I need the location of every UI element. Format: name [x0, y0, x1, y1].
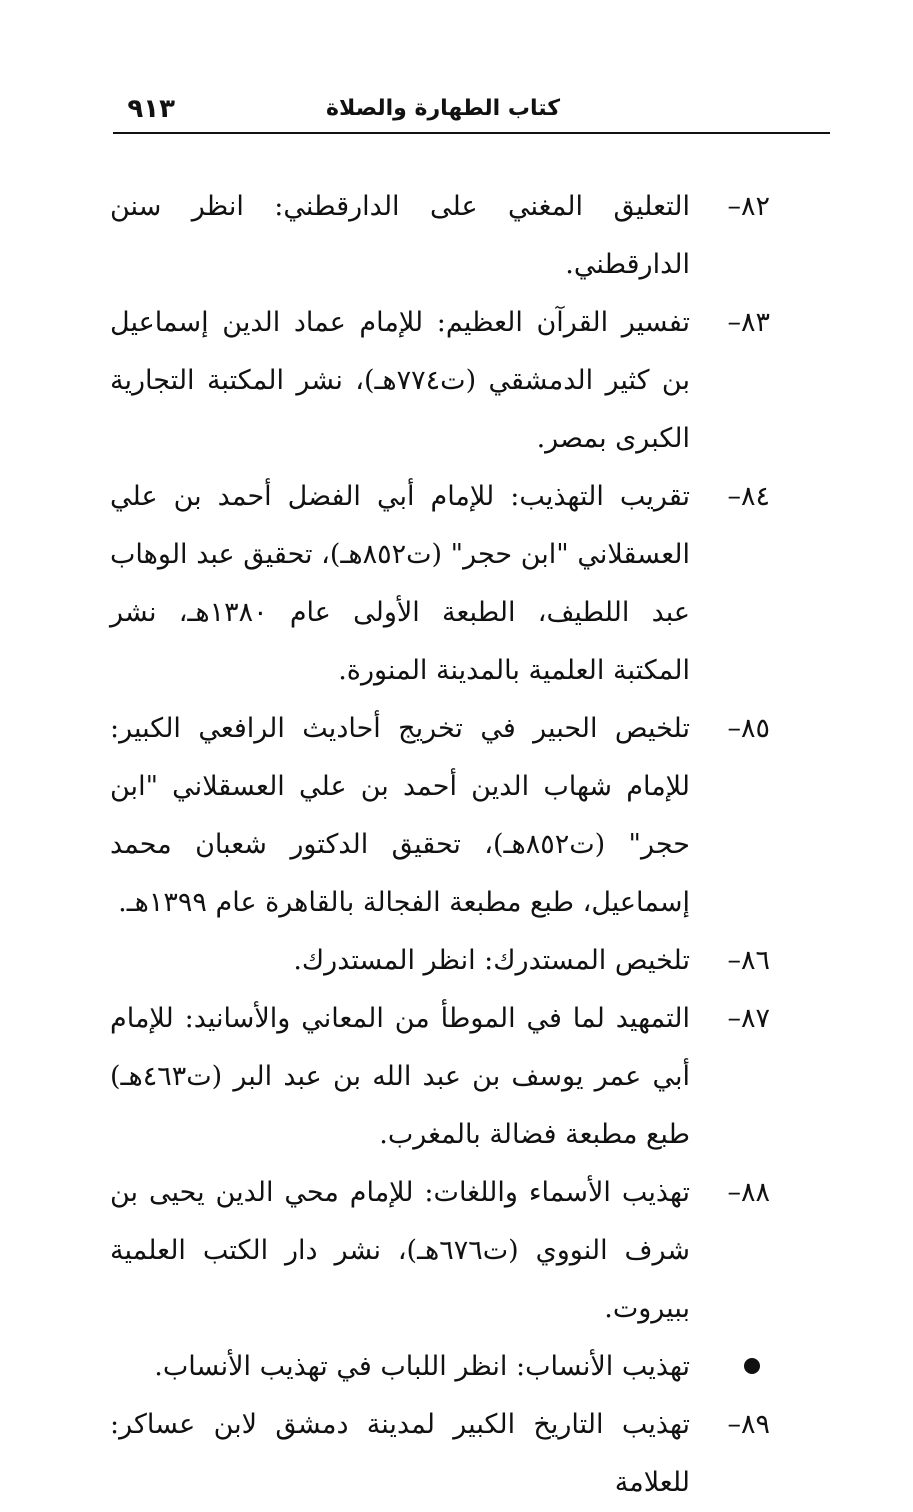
bibliography-entry-88 — [110, 1164, 770, 1338]
bullet-icon — [744, 1358, 760, 1374]
entry-text: تفسير القرآن العظيم: للإمام عماد الدين إسماعيل بن كثير الدمشقي (ت٧٧٤هـ)، نشر المكتبة التجارية الكبرى بمصر. — [110, 307, 690, 454]
entry-text: تهذيب الأسماء واللغات: للإمام محي الدين يحيى بن شرف النووي (ت٦٧٦هـ)، نشر دار الكتب العلمية ببيروت. — [110, 1177, 691, 1324]
entry-number: ٨٤– — [727, 481, 770, 512]
bibliography-entry-89 — [110, 1396, 770, 1512]
entry-number: ٨٩– — [727, 1409, 770, 1440]
running-title: كتاب الطهارة والصلاة — [326, 96, 560, 121]
bibliography-entry-82 — [110, 178, 770, 294]
entry-text: تهذيب التاريخ الكبير لمدينة دمشق لابن عساكر: للعلامة — [110, 1409, 690, 1498]
entry-text: التمهيد لما في الموطأ من المعاني والأسانيد: للإمام أبي عمر يوسف بن عبد الله بن عبد البر (ت٤٦٣هـ) طبع مطبعة فضالة بالمغرب. — [110, 1003, 690, 1150]
bibliography-entry-85 — [110, 700, 770, 932]
running-header — [113, 92, 830, 132]
entry-text: تقريب التهذيب: للإمام أبي الفضل أحمد بن علي العسقلاني "ابن حجر" (ت٨٥٢هـ)، تحقيق عبد الوهاب عبد اللطيف، الطبعة الأولى عام ١٣٨٠هـ، نشر المكتبة العلمية بالمدينة المنورة. — [110, 481, 691, 686]
bibliography-entry-84 — [110, 468, 770, 700]
entry-number: ٨٧– — [727, 1003, 770, 1034]
entry-number: ٨٢– — [727, 191, 770, 222]
bibliography-cross-reference — [110, 1338, 770, 1396]
bibliography-entry-86 — [110, 932, 770, 990]
bibliography-list — [110, 178, 770, 1512]
bibliography-entry-83 — [110, 294, 770, 468]
entry-text: التعليق المغني على الدارقطني: انظر سنن الدارقطني. — [110, 191, 690, 280]
entry-text: تلخيص المستدرك: انظر المستدرك. — [293, 945, 690, 976]
bibliography-entry-87 — [110, 990, 770, 1164]
entry-number: ٨٨– — [727, 1177, 770, 1208]
entry-number: ٨٦– — [727, 945, 770, 976]
entry-number: ٨٣– — [727, 307, 770, 338]
page-number: ٩١٣ — [127, 94, 175, 124]
header-divider — [113, 132, 830, 134]
entry-text: تلخيص الحبير في تخريج أحاديث الرافعي الكبير: للإمام شهاب الدين أحمد بن علي العسقلاني "ابن حجر" (ت٨٥٢هـ)، تحقيق الدكتور شعبان محمد إسماعيل، طبع مطبعة الفجالة بالقاهرة عام ١٣٩٩هـ. — [110, 713, 690, 918]
entry-number: ٨٥– — [727, 713, 770, 744]
entry-text: تهذيب الأنساب: انظر اللباب في تهذيب الأنساب. — [154, 1351, 690, 1382]
